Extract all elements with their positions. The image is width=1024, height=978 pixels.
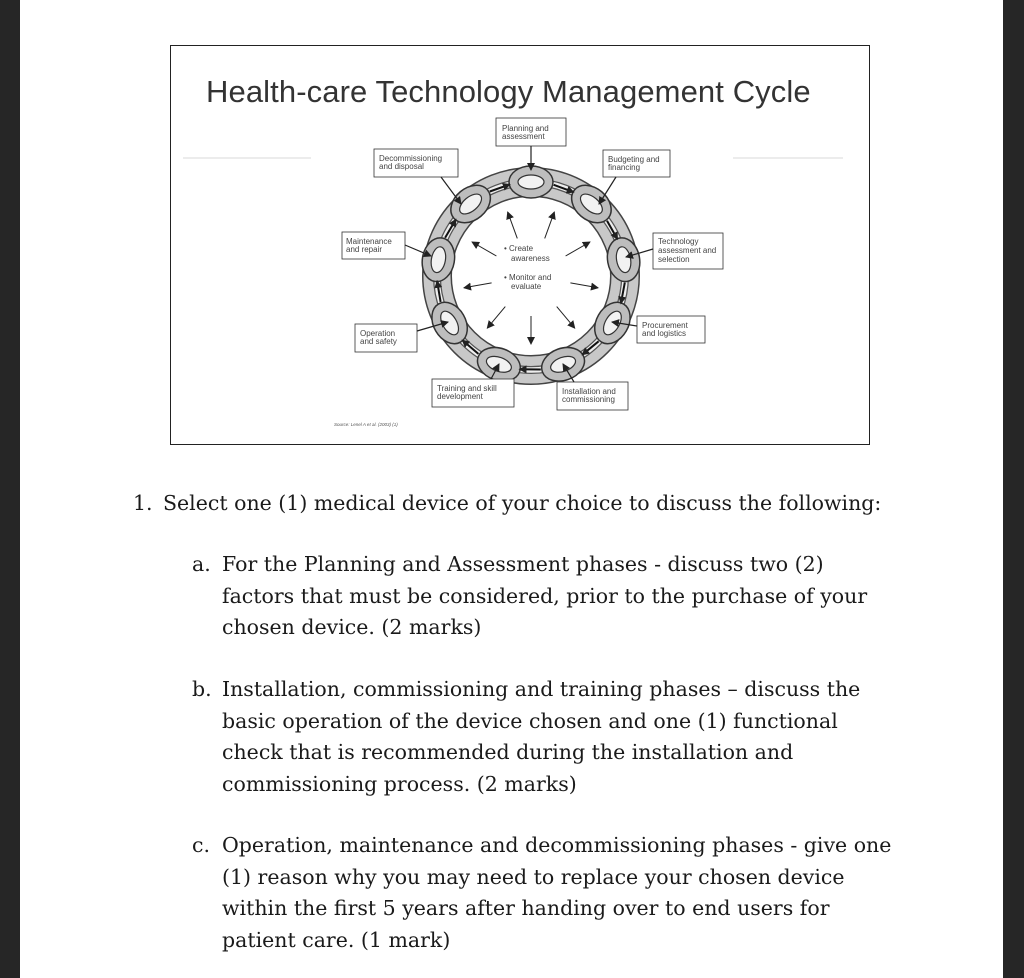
svg-text:Maintenanceand repair: Maintenance and repair xyxy=(346,237,392,254)
part-line: For the Planning and Assessment phases - discuss two (2) xyxy=(222,552,824,576)
radial-arrow xyxy=(570,283,598,288)
part-line: chosen device. (2 marks) xyxy=(222,615,482,639)
question-number: 1. xyxy=(133,491,153,515)
svg-text:• Createawareness: • Create awareness xyxy=(504,244,550,263)
stage-operation xyxy=(355,322,448,352)
part-line: patient care. (1 mark) xyxy=(222,927,451,952)
part-line: basic operation of the device chosen and one (1) functional xyxy=(222,708,838,733)
stage-installation xyxy=(557,364,628,410)
radial-arrow xyxy=(557,307,575,329)
part-line: (1) reason why you may need to replace your chosen device xyxy=(222,864,845,889)
part-line: Operation, maintenance and decommissioning phases - give one xyxy=(222,833,892,857)
svg-text:Decommissioningand disposal: Decommissioning and disposal xyxy=(379,154,443,171)
radial-arrow xyxy=(508,212,518,238)
radial-arrow xyxy=(566,242,590,256)
radial-arrow xyxy=(487,307,505,329)
stage-planning xyxy=(496,118,566,170)
stage-budgeting xyxy=(599,150,670,204)
svg-text:Operationand safety: Operation and safety xyxy=(360,329,397,346)
part-letter: b. xyxy=(192,677,212,701)
svg-text:Procurementand logistics: Procurement and logistics xyxy=(642,321,688,338)
svg-text:Installation andcommissioning: Installation and commissioning xyxy=(562,387,616,404)
part-line: within the first 5 years after handing over to end users for xyxy=(222,896,830,920)
question-text: Select one (1) medical device of your choice to discuss the following: xyxy=(163,491,882,515)
svg-text:Planning andassessment: Planning and assessment xyxy=(502,124,549,141)
radial-arrow xyxy=(545,212,555,238)
part-line: factors that must be considered, prior to the purchase of your xyxy=(222,583,868,608)
question-1 xyxy=(133,488,881,518)
question-part-b xyxy=(192,674,892,800)
svg-text:Training and skilldevelopment: Training and skill development xyxy=(437,384,497,401)
question-part-a xyxy=(192,549,892,644)
slide-title: Health-care Technology Management Cycle xyxy=(206,74,811,109)
part-letter: c. xyxy=(192,833,210,857)
source-note: Source: Lenel A et al. (2003) (1) xyxy=(334,422,398,427)
part-line: Installation, commissioning and training phases – discuss the xyxy=(222,677,861,701)
chain-link xyxy=(509,166,553,198)
svg-text:Technologyassessment andselect: Technology assessment and selection xyxy=(658,237,717,264)
radial-arrow xyxy=(472,242,496,256)
part-line: check that is recommended during the installation and xyxy=(222,740,794,764)
part-letter: a. xyxy=(192,552,211,576)
radial-arrow xyxy=(464,283,492,288)
part-line: commissioning process. (2 marks) xyxy=(222,771,577,796)
question-part-c xyxy=(192,830,892,956)
svg-text:• Monitor andevaluate: • Monitor and evaluate xyxy=(504,273,552,291)
center-text xyxy=(504,244,551,291)
stage-maintenance xyxy=(342,232,431,259)
document-page xyxy=(20,0,1003,978)
management-cycle-diagram xyxy=(171,46,871,446)
svg-text:Budgeting andfinancing: Budgeting and financing xyxy=(608,155,660,172)
stage-decommissioning xyxy=(374,149,461,204)
slide-figure xyxy=(170,45,870,445)
